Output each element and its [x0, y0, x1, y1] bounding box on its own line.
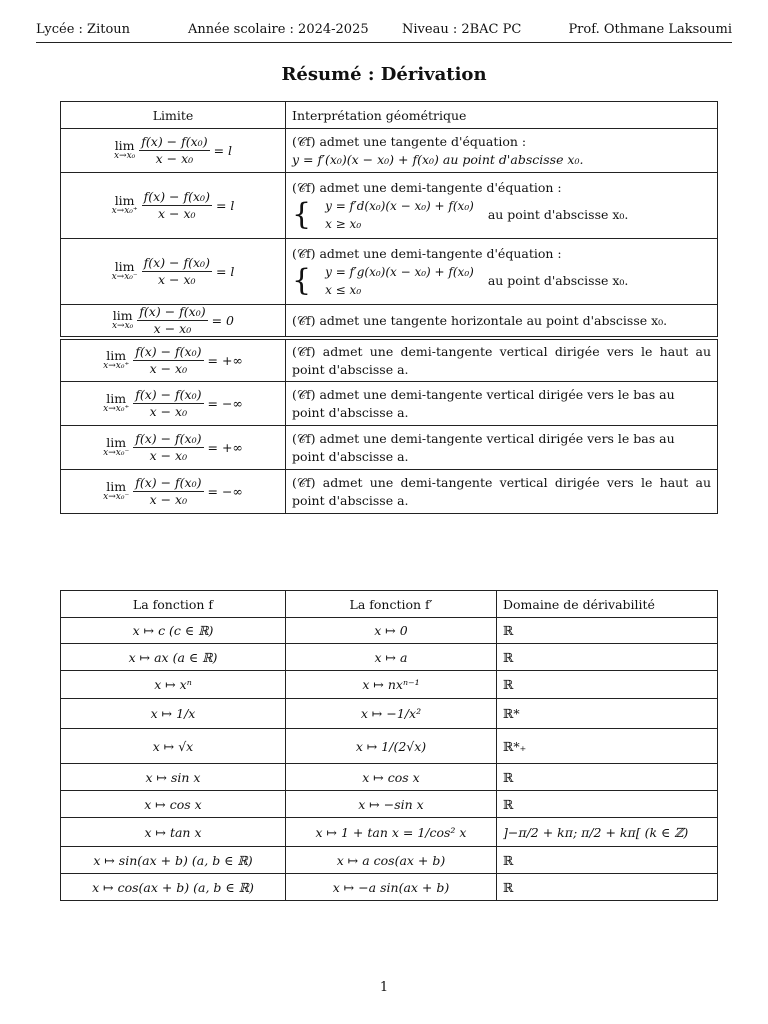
table-row: [61, 729, 718, 764]
equation-system: { y = f′d(x₀)(x − x₀) + f(x₀) x ≥ x₀ au point d'abscisse x₀.: [292, 196, 629, 232]
school-year: Année scolaire : 2024-2025: [188, 22, 369, 37]
domain-cell: ℝ: [497, 671, 718, 699]
domain-cell: ℝ*: [497, 699, 718, 729]
table-row: [61, 129, 718, 173]
school-name: Lycée : Zitoun: [36, 22, 131, 37]
table-row: [61, 671, 718, 699]
table-row: [61, 470, 718, 514]
limit-cell: lim x→x₀⁺ $\frac{\text{f(x) − f(x₀)}}{\text{x − x₀}}$ = l: [61, 173, 286, 239]
page-header: [36, 22, 732, 43]
derivative-cell: x ↦ −1/x²: [286, 699, 497, 729]
interpretation-cell: (𝒞f) admet une demi-tangente vertical dirigée vers le haut au point d'abscisse a.: [286, 470, 718, 514]
function-cell: x ↦ sin(ax + b) (a, b ∈ ℝ): [61, 847, 286, 874]
interpretation-cell: (𝒞f) admet une tangente d'équation : y = f′(x₀)(x − x₀) + f(x₀) au point d'abscisse x₀.: [286, 129, 718, 173]
page-number: 1: [379, 980, 389, 995]
function-cell: x ↦ cos(ax + b) (a, b ∈ ℝ): [61, 874, 286, 901]
table-row: [61, 699, 718, 729]
limit-cell: lim x→x₀⁺ $\frac{\text{f(x) − f(x₀)}}{\text{x − x₀}}$ = +∞: [61, 340, 286, 382]
table-row: [61, 305, 718, 337]
function-cell: x ↦ √x: [61, 729, 286, 764]
teacher-name: Prof. Othmane Laksoumi: [568, 22, 732, 37]
table-row: [61, 791, 718, 818]
domain-cell: ℝ: [497, 764, 718, 791]
function-cell: x ↦ sin x: [61, 764, 286, 791]
derivative-cell: x ↦ nxⁿ⁻¹: [286, 671, 497, 699]
derivative-cell: x ↦ cos x: [286, 764, 497, 791]
function-cell: x ↦ cos x: [61, 791, 286, 818]
limit-cell: lim x→x₀⁺ $\frac{\text{f(x) − f(x₀)}}{\text{x − x₀}}$ = −∞: [61, 382, 286, 426]
limit-cell: lim x→x₀ $\frac{\text{f(x) − f(x₀)}}{\text{x − x₀}}$ = l: [61, 129, 286, 173]
derivative-cell: x ↦ −a sin(ax + b): [286, 874, 497, 901]
derivative-cell: x ↦ −sin x: [286, 791, 497, 818]
class-level: Niveau : 2BAC PC: [402, 22, 522, 37]
table-row: [61, 239, 718, 305]
table-header-row: [61, 591, 718, 618]
function-cell: x ↦ tan x: [61, 818, 286, 847]
domain-cell: ℝ: [497, 618, 718, 644]
limit-cell: lim x→x₀⁻ $\frac{\text{f(x) − f(x₀)}}{\text{x − x₀}}$ = +∞: [61, 426, 286, 470]
interpretation-cell: (𝒞f) admet une demi-tangente d'équation : { y = f′d(x₀)(x − x₀) + f(x₀) x ≥ x₀ au point d'abscisse x₀.: [286, 173, 718, 239]
limits-table: [60, 101, 718, 514]
page-title: Résumé : Dérivation: [281, 64, 487, 85]
column-header-derivative: La fonction f′: [286, 591, 497, 618]
derivative-cell: x ↦ 1 + tan x = 1/cos² x: [286, 818, 497, 847]
table-row: [61, 426, 718, 470]
table-row: [61, 874, 718, 901]
table-row: [61, 644, 718, 671]
table-row: [61, 173, 718, 239]
interpretation-cell: (𝒞f) admet une demi-tangente vertical dirigée vers le bas au point d'abscisse a.: [286, 426, 718, 470]
function-cell: x ↦ c (c ∈ ℝ): [61, 618, 286, 644]
interpretation-cell: (𝒞f) admet une demi-tangente vertical dirigée vers le haut au point d'abscisse a.: [286, 340, 718, 382]
interpretation-cell: (𝒞f) admet une tangente horizontale au point d'abscisse x₀.: [286, 305, 718, 337]
function-cell: x ↦ 1/x: [61, 699, 286, 729]
column-header-interpretation: Interprétation géométrique: [286, 102, 718, 129]
limit-cell: lim x→x₀⁻ $\frac{\text{f(x) − f(x₀)}}{\text{x − x₀}}$ = −∞: [61, 470, 286, 514]
interpretation-cell: (𝒞f) admet une demi-tangente d'équation : { y = f′g(x₀)(x − x₀) + f(x₀) x ≤ x₀ au point d'abscisse x₀.: [286, 239, 718, 305]
derivatives-table: [60, 590, 718, 901]
equation-system: { y = f′g(x₀)(x − x₀) + f(x₀) x ≤ x₀ au point d'abscisse x₀.: [292, 262, 629, 298]
table-row: [61, 847, 718, 874]
limit-cell: lim x→x₀⁻ $\frac{\text{f(x) − f(x₀)}}{\text{x − x₀}}$ = l: [61, 239, 286, 305]
derivative-cell: x ↦ a: [286, 644, 497, 671]
derivative-cell: x ↦ 1/(2√x): [286, 729, 497, 764]
limit-cell: lim x→x₀ $\frac{\text{f(x) − f(x₀)}}{\text{x − x₀}}$ = 0: [61, 305, 286, 337]
table-row: [61, 818, 718, 847]
function-cell: x ↦ ax (a ∈ ℝ): [61, 644, 286, 671]
table-row: [61, 618, 718, 644]
interpretation-cell: (𝒞f) admet une demi-tangente vertical dirigée vers le bas au point d'abscisse a.: [286, 382, 718, 426]
derivative-cell: x ↦ 0: [286, 618, 497, 644]
table-header-row: [61, 102, 718, 129]
function-cell: x ↦ xⁿ: [61, 671, 286, 699]
column-header-function: La fonction f: [61, 591, 286, 618]
domain-cell: ℝ: [497, 847, 718, 874]
table-row: [61, 382, 718, 426]
table-row: [61, 340, 718, 382]
column-header-domain: Domaine de dérivabilité: [497, 591, 718, 618]
domain-cell: ℝ: [497, 644, 718, 671]
domain-cell: ℝ: [497, 791, 718, 818]
domain-cell: ]−π/2 + kπ; π/2 + kπ[ (k ∈ ℤ): [497, 818, 718, 847]
derivative-cell: x ↦ a cos(ax + b): [286, 847, 497, 874]
table-row: [61, 764, 718, 791]
domain-cell: ℝ: [497, 874, 718, 901]
domain-cell: ℝ*₊: [497, 729, 718, 764]
column-header-limit: Limite: [61, 102, 286, 129]
